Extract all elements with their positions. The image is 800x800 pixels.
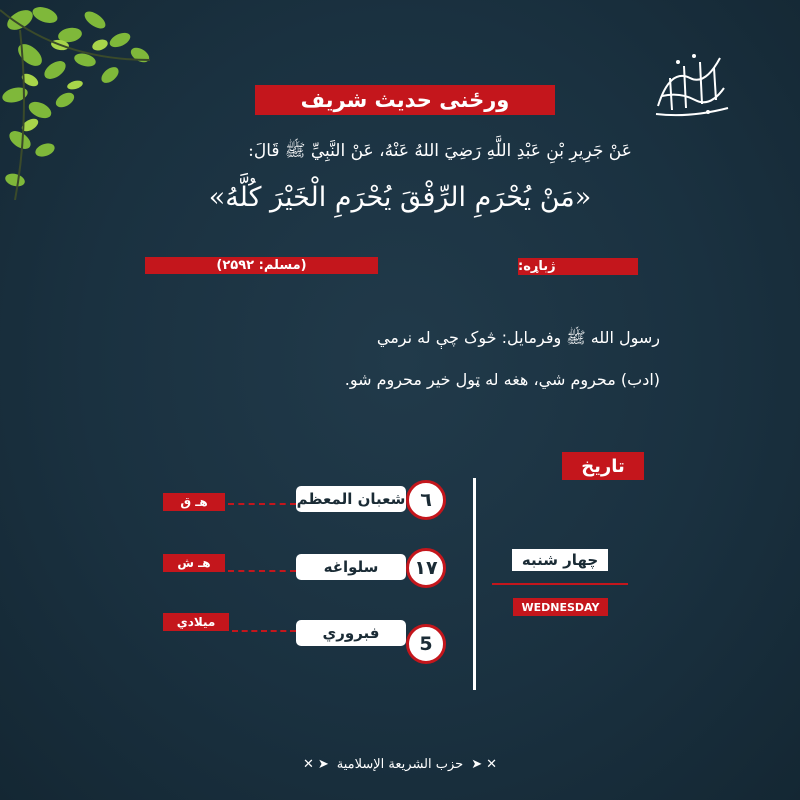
month-hijri-solar: سلواغه xyxy=(296,554,406,580)
connector-line xyxy=(232,630,296,634)
translation-line-2: (ادب) محروم شي، هغه له ټول خیر محروم شو. xyxy=(344,370,660,389)
day-number-hijri-solar: ١٧ xyxy=(406,548,446,588)
footer xyxy=(285,752,515,776)
date-divider-vertical xyxy=(473,478,476,690)
hadith-intro: عَنْ جَرِيرِ بْنِ عَبْدِ اللَّهِ رَضِيَ اللهُ عَنْهُ، عَنْ النَّبِيِّ ﷺ قَالَ: xyxy=(248,141,632,161)
connector-line xyxy=(228,570,296,574)
calendar-tag-hijri-lunar: هـ ق xyxy=(163,493,225,511)
month-gregorian: فبروري xyxy=(296,620,406,646)
translation-label: ژباړه: xyxy=(518,258,638,275)
hadith-text: «مَنْ يُحْرَمِ الرِّفْقَ يُحْرَمِ الْخَيْرَ كُلَّهُ» xyxy=(208,182,592,213)
calligraphy-logo xyxy=(650,48,732,120)
day-name-english: WEDNESDAY xyxy=(513,598,608,616)
telegram-icon[interactable]: ➤ xyxy=(317,756,329,772)
leaves-decoration xyxy=(0,0,170,200)
footer-brand: حزب الشریعة الإسلامیة xyxy=(336,756,464,772)
page-title: ورځنی حدیث شریف xyxy=(255,85,555,115)
day-number-hijri-lunar: ٦ xyxy=(406,480,446,520)
connector-line xyxy=(228,503,296,507)
month-hijri-lunar: شعبان المعظم xyxy=(296,486,406,512)
day-number-gregorian: 5 xyxy=(406,624,446,664)
translation-line-1: رسول الله ﷺ وفرمایل: څوک چې له نرمي xyxy=(376,328,660,347)
day-name: چهار شنبه xyxy=(512,549,608,571)
x-icon[interactable]: ✕ xyxy=(302,756,314,772)
calendar-tag-gregorian: میلادي xyxy=(163,613,229,631)
hadith-reference: (مسلم: ۲۵۹۲) xyxy=(145,257,378,274)
date-header: تاريخ xyxy=(562,452,644,480)
x-icon[interactable]: ✕ xyxy=(486,756,498,772)
calendar-tag-hijri-solar: هـ ش xyxy=(163,554,225,572)
telegram-icon[interactable]: ➤ xyxy=(471,756,483,772)
day-divider xyxy=(492,583,628,585)
